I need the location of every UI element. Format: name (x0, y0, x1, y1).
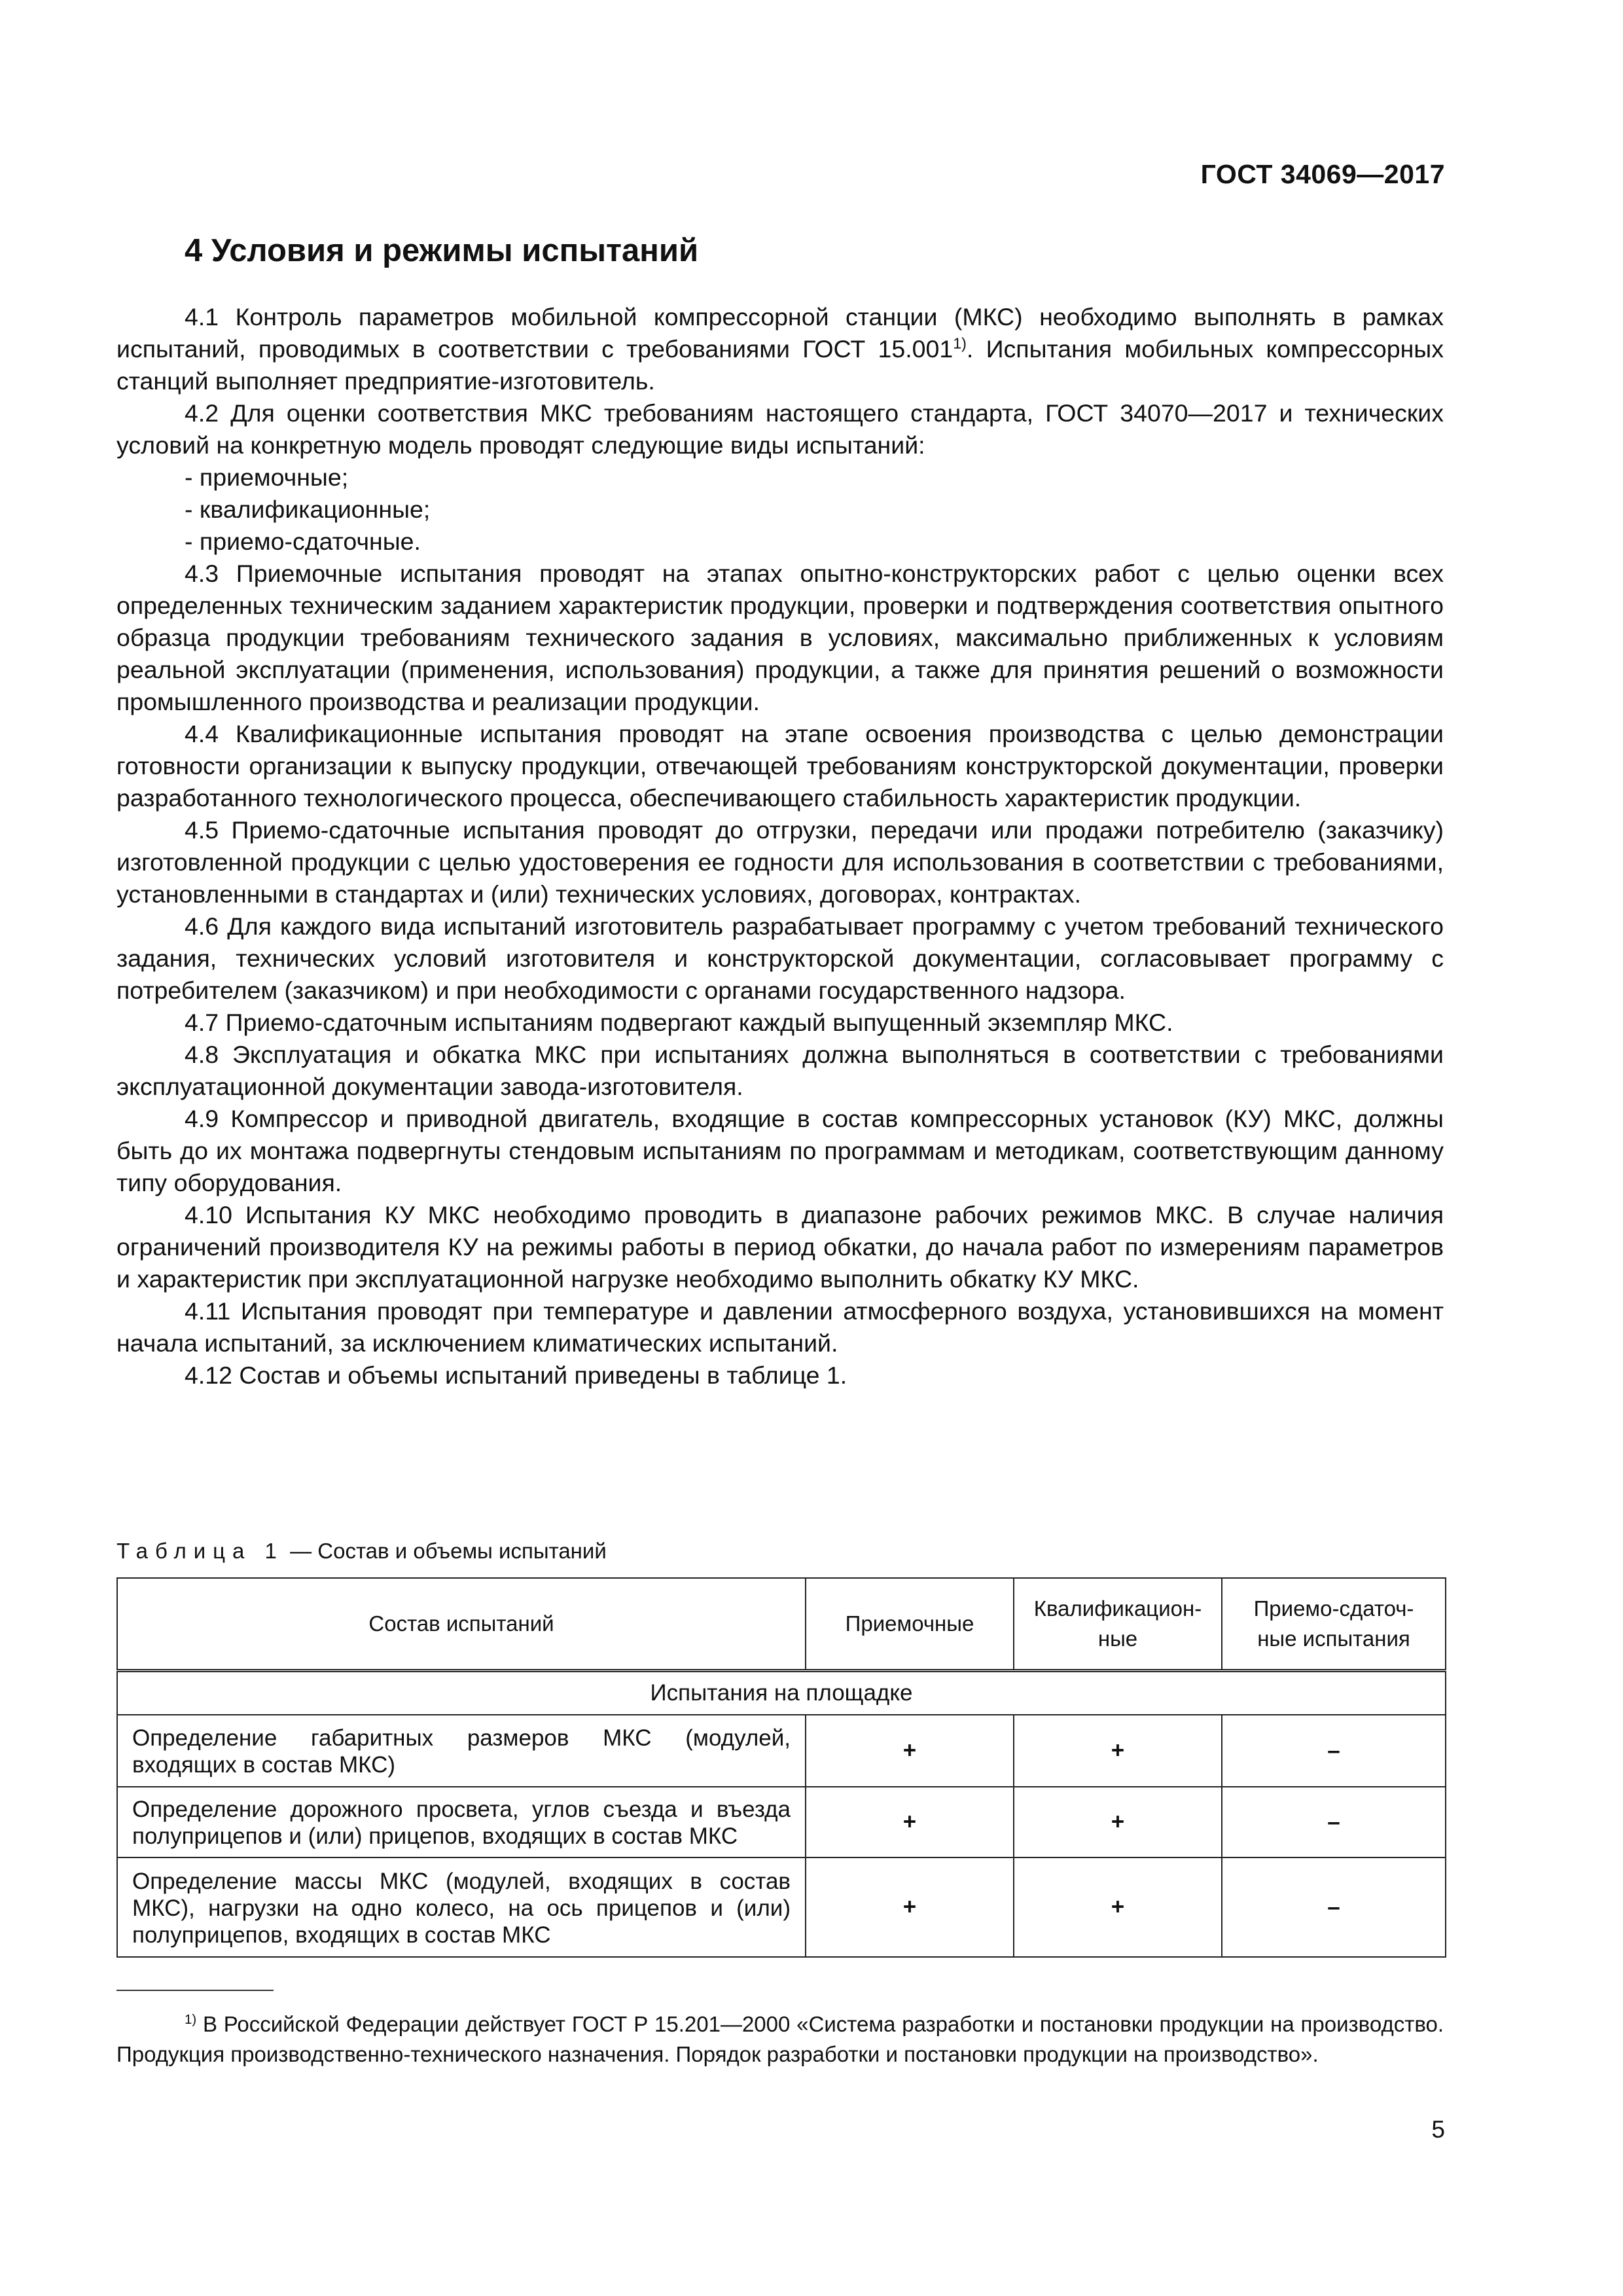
body-text (116, 301, 1444, 1391)
paragraph-4-6: 4.6 Для каждого вида испытаний изготовитель разрабатывает программу с учетом требований технического задания, технических условий изготовителя и конструкторской документации, согласовывает программу с потребителем (заказчиком) и при необходимости с органами государственного надзора. (116, 912, 1444, 1004)
acceptance-mark: + (806, 1857, 1014, 1957)
paragraph-4-9: 4.9 Компрессор и приводной двигатель, входящие в состав компрессорных установок (КУ) МКС, должны быть до их монтажа подвергнуты стендовым испытаниям по программам и методикам, соответствующим данному типу оборудования. (116, 1105, 1444, 1196)
paragraph-4-7: 4.7 Приемо-сдаточным испытаниям подвергают каждый выпущенный экземпляр МКС. (185, 1009, 1173, 1036)
test-name: Определение массы МКС (модулей, входящих в состав МКС), нагрузки на одно колесо, на ось прицепов и (или) полуприцепов, входящих в состав МКС (117, 1857, 806, 1957)
delivery-mark: – (1222, 1715, 1446, 1787)
header-qualification: Квалификацион- ные (1014, 1578, 1222, 1671)
table-caption (116, 1539, 607, 1564)
paragraph-4-12: 4.12 Состав и объемы испытаний приведены в таблице 1. (185, 1361, 847, 1389)
header-delivery: Приемо-сдаточ- ные испытания (1222, 1578, 1446, 1671)
acceptance-mark: + (806, 1787, 1014, 1857)
paragraph-4-11: 4.11 Испытания проводят при температуре и давлении атмосферного воздуха, установившихся на момент начала испытаний, за исключением климатических испытаний. (116, 1297, 1444, 1357)
list-item: - приемо-сдаточные. (185, 528, 421, 555)
qualification-mark: + (1014, 1857, 1222, 1957)
list-item: - приемочные; (185, 463, 349, 491)
footnote-separator (116, 1990, 274, 1991)
table-header-row (117, 1578, 1446, 1671)
qualification-mark: + (1014, 1715, 1222, 1787)
paragraph-4-3: 4.3 Приемочные испытания проводят на этапах опытно-конструкторских работ с целью оценки всех определенных техническим заданием характеристик продукции, проверки и подтверждения соответствия опытного образца продукции требованиям технического задания в условиях, максимально приближенных к условиям реальной эксплуатации (применения, использования) продукции, а также для принятия решений о возможности промышленного производства и реализации продукции. (116, 560, 1444, 715)
delivery-mark: – (1222, 1787, 1446, 1857)
table-caption-text: — Состав и объемы испытаний (283, 1539, 607, 1563)
table-row (117, 1715, 1446, 1787)
section-label: Испытания на площадке (117, 1671, 1446, 1715)
acceptance-mark: + (806, 1715, 1014, 1787)
footnote (116, 2009, 1444, 2070)
header-test-composition: Состав испытаний (117, 1578, 806, 1671)
footnote-marker: 1) (185, 2012, 197, 2027)
paragraph-4-2: 4.2 Для оценки соответствия МКС требованиям настоящего стандарта, ГОСТ 34070—2017 и технических условий на конкретную модель проводят следующие виды испытаний: (116, 399, 1444, 459)
paragraph-4-4: 4.4 Квалификационные испытания проводят на этапе освоения производства с целью демонстрации готовности организации к выпуску продукции, отвечающей требованиям конструкторской документации, проверки разработанного технологического процесса, обеспечивающего стабильность характеристик продукции. (116, 720, 1444, 812)
paragraph-4-1 (116, 301, 1444, 397)
paragraph-4-1-text: 4.1 Контроль параметров мобильной компрессорной станции (МКС) необходимо выполнять в рамках испытаний, проводимых в соответствии с требованиями ГОСТ 15.001 (116, 303, 1444, 363)
qualification-mark: + (1014, 1787, 1222, 1857)
paragraph-4-5: 4.5 Приемо-сдаточные испытания проводят до отгрузки, передачи или продажи потребителю (заказчику) изготовленной продукции с целью удостоверения ее годности для использования в соответствии с требованиями, установленными в стандартах и (или) технических условиях, договорах, контрактах. (116, 816, 1444, 908)
paragraph-4-1-text-end: . Испытания мобильных компрессорных станций выполняет предприятие-изготовитель. (116, 335, 1444, 395)
table-row (117, 1857, 1446, 1957)
tests-table (116, 1577, 1446, 1958)
table-row (117, 1787, 1446, 1857)
footnote-text: В Российской Федерации действует ГОСТ Р 15.201—2000 «Система разработки и постановки продукции на производство. Продукция производственно-технического назначения. Порядок разработки и постановки продукции на производство». (116, 2012, 1444, 2066)
header-acceptance: Приемочные (806, 1578, 1014, 1671)
section-title: 4 Условия и режимы испытаний (185, 233, 699, 268)
paragraph-4-8: 4.8 Эксплуатация и обкатка МКС при испытаниях должна выполняться в соответствии с требованиями эксплуатационной документации завода-изготовителя. (116, 1041, 1444, 1100)
list-item: - квалификационные; (185, 495, 431, 523)
document-header: ГОСТ 34069—2017 (1200, 159, 1445, 189)
delivery-mark: – (1222, 1857, 1446, 1957)
footnote-reference[interactable]: 1) (953, 334, 967, 352)
page-number: 5 (1431, 2116, 1445, 2143)
test-name: Определение дорожного просвета, углов съезда и въезда полуприцепов и (или) прицепов, входящих в состав МКС (117, 1787, 806, 1857)
test-name: Определение габаритных размеров МКС (модулей, входящих в состав МКС) (117, 1715, 806, 1787)
paragraph-4-10: 4.10 Испытания КУ МКС необходимо проводить в диапазоне рабочих режимов МКС. В случае наличия ограничений производителя КУ на режимы работы в период обкатки, до начала работ по измерениям параметров и характеристик при эксплуатационной нагрузке необходимо выполнить обкатку КУ МКС. (116, 1201, 1444, 1293)
table-section-row (117, 1671, 1446, 1715)
table-caption-label: Таблица 1 (116, 1539, 284, 1563)
